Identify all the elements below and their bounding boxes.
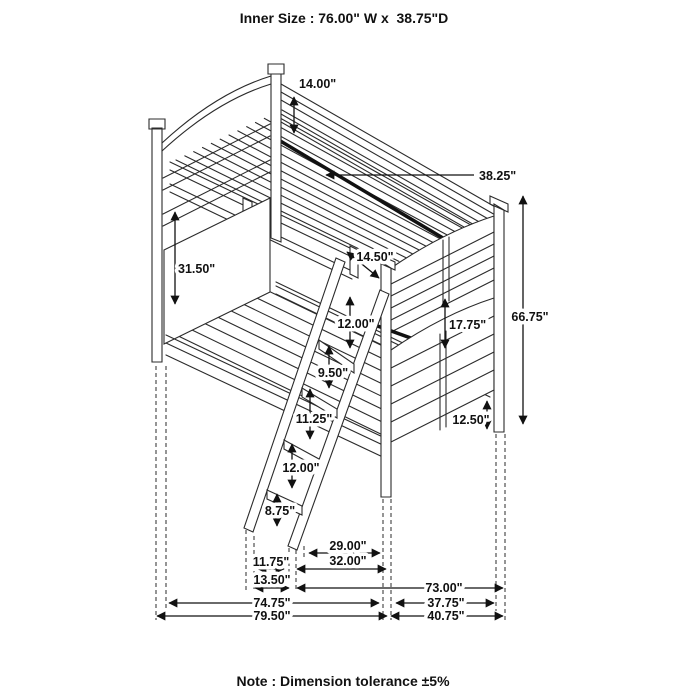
- dim-label-8-75: 8.75": [264, 504, 296, 518]
- dim-label-14-00: 14.00": [299, 77, 337, 91]
- dim-label-11-25: 11.25": [295, 412, 333, 426]
- dim-label-38-25: 38.25": [479, 169, 517, 183]
- dim-label-74-75: 74.75": [253, 596, 291, 610]
- left-post: [149, 119, 165, 362]
- tolerance-note: Note : Dimension tolerance ±5%: [236, 673, 450, 689]
- dim-label-11-75: 11.75": [252, 555, 290, 569]
- dim-label-12-00-lower: 12.00": [282, 461, 320, 475]
- dim-label-14-50: 14.50": [356, 250, 394, 264]
- dim-label-9-50: 9.50": [317, 366, 349, 380]
- dim-label-73-00: 73.00": [425, 581, 463, 595]
- inner-size-title: Inner Size : 76.00" W x 38.75"D: [239, 10, 449, 26]
- dim-label-32-00: 32.00": [329, 554, 367, 568]
- dim-label-12-50: 12.50": [452, 413, 490, 427]
- dim-label-37-75: 37.75": [427, 596, 465, 610]
- dim-label-17-75: 17.75": [449, 318, 487, 332]
- bed-structure: [149, 64, 508, 550]
- dim-label-31-50: 31.50": [178, 262, 216, 276]
- dim-label-13-50: 13.50": [253, 573, 291, 587]
- dim-label-79-50: 79.50": [253, 609, 291, 623]
- dim-label-12-00-upper: 12.00": [337, 317, 375, 331]
- dim-label-29-00: 29.00": [329, 539, 367, 553]
- dim-label-66-75: 66.75": [511, 310, 549, 324]
- dim-label-40-75: 40.75": [427, 609, 465, 623]
